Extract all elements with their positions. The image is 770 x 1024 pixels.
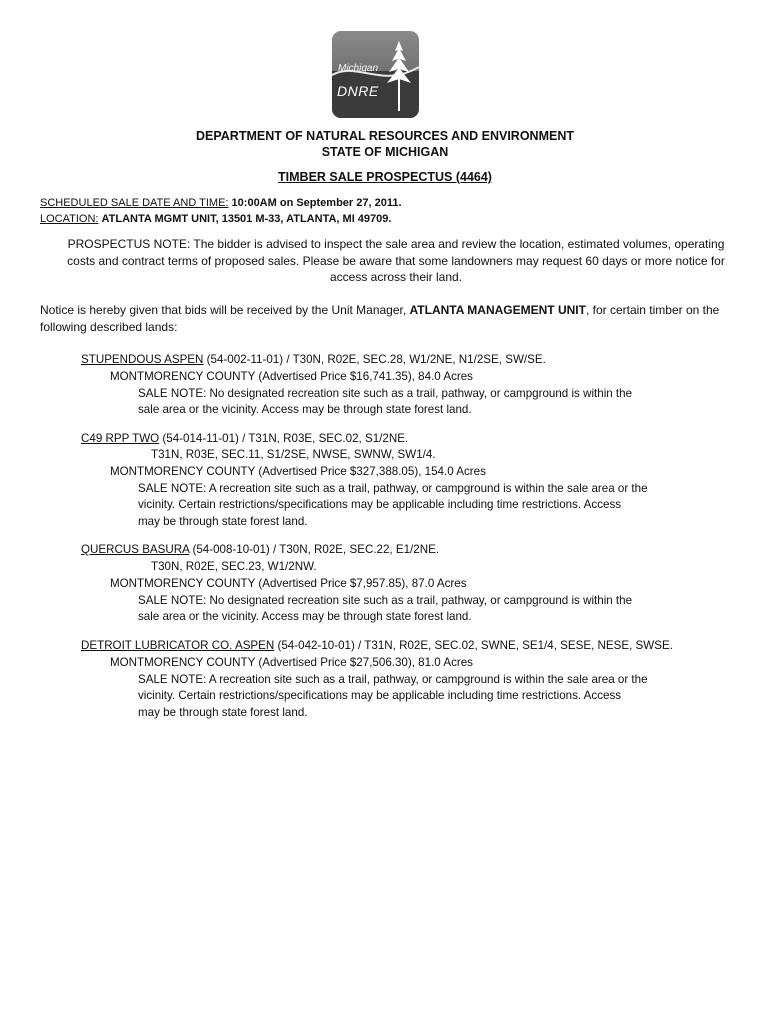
tract-county: MONTMORENCY COUNTY (Advertised Price $327,388.05), 154.0 Acres — [110, 465, 486, 478]
tract-name: QUERCUS BASURA — [81, 543, 190, 556]
tract-description: (54-014-11-01) / T31N, R03E, SEC.02, S1/2NE. — [159, 432, 409, 445]
tract-sale-note: vicinity. Certain restrictions/specifications may be applicable including time restrictions. Access — [138, 689, 622, 702]
tract-sale-note: may be through state forest land. — [138, 515, 308, 528]
tract-sale-note: SALE NOTE: A recreation site such as a trail, pathway, or campground is within the sale area or the — [138, 482, 648, 495]
department-heading: DEPARTMENT OF NATURAL RESOURCES AND ENVIRONMENT — [195, 129, 574, 143]
tract-name: DETROIT LUBRICATOR CO. ASPEN — [81, 639, 275, 652]
logo-michigan-text: Michigan — [338, 63, 379, 74]
tract-description: (54-042-10-01) / T31N, R02E, SEC.02, SWNE, SE1/4, SESE, NESE, SWSE. — [274, 639, 673, 652]
pine-tree-icon — [384, 39, 414, 111]
tract-sale-note: SALE NOTE: A recreation site such as a trail, pathway, or campground is within the sale area or the — [138, 673, 648, 686]
notice-unit: ATLANTA MANAGEMENT UNIT — [409, 303, 586, 317]
logo-dnre-text: DNRE — [337, 83, 379, 99]
tract-name: C49 RPP TWO — [81, 432, 160, 445]
tract-sale-note: vicinity. Certain restrictions/specifications may be applicable including time restrictions. Access — [138, 498, 622, 511]
tract-sale-note: sale area or the vicinity. Access may be through state forest land. — [138, 403, 472, 416]
tract-description: (54-002-11-01) / T30N, R02E, SEC.28, W1/2NE, N1/2SE, SW/SE. — [203, 353, 546, 366]
state-heading: STATE OF MICHIGAN — [321, 145, 449, 159]
tract-heading — [81, 432, 408, 445]
scheduled-sale-label: SCHEDULED SALE DATE AND TIME: — [40, 197, 229, 209]
tract-name: STUPENDOUS ASPEN — [81, 353, 204, 366]
tract-description-continued: T31N, R03E, SEC.11, S1/2SE, NWSE, SWNW, SW1/4. — [151, 448, 436, 461]
tract-heading — [81, 639, 673, 652]
location-label: LOCATION: — [40, 213, 99, 225]
tract-sale-note: may be through state forest land. — [138, 706, 308, 719]
tract-heading — [81, 543, 439, 556]
tract-sale-note: sale area or the vicinity. Access may be through state forest land. — [138, 610, 472, 623]
prospectus-note: PROSPECTUS NOTE: The bidder is advised to inspect the sale area and review the location, estimated volumes, operating costs and contract terms of proposed sales. Please be aware that some landowners may request 60 days or more notice for access across their land. — [67, 237, 725, 284]
tract-description-continued: T30N, R02E, SEC.23, W1/2NW. — [151, 560, 317, 573]
notice-text-post: , for certain timber on the following described lands: — [40, 303, 720, 334]
dnre-logo — [332, 31, 419, 118]
tract-county: MONTMORENCY COUNTY (Advertised Price $27,506.30), 81.0 Acres — [110, 656, 473, 669]
location-line — [40, 213, 391, 225]
scheduled-sale-line — [40, 197, 402, 209]
scheduled-sale-value: 10:00AM on September 27, 2011. — [231, 197, 402, 209]
tract-county: MONTMORENCY COUNTY (Advertised Price $16,741.35), 84.0 Acres — [110, 370, 473, 383]
tract-sale-note: SALE NOTE: No designated recreation site such as a trail, pathway, or campground is within the — [138, 387, 633, 400]
notice-text-pre: Notice is hereby given that bids will be received by the Unit Manager, — [40, 303, 410, 317]
location-value: ATLANTA MGMT UNIT, 13501 M-33, ATLANTA, MI 49709. — [101, 213, 392, 225]
tract-heading — [81, 353, 546, 366]
prospectus-title: TIMBER SALE PROSPECTUS (4464) — [278, 170, 492, 184]
tract-sale-note: SALE NOTE: No designated recreation site such as a trail, pathway, or campground is within the — [138, 594, 633, 607]
notice-paragraph — [40, 302, 740, 336]
tract-description: (54-008-10-01) / T30N, R02E, SEC.22, E1/2NE. — [189, 543, 440, 556]
tract-county: MONTMORENCY COUNTY (Advertised Price $7,957.85), 87.0 Acres — [110, 577, 467, 590]
